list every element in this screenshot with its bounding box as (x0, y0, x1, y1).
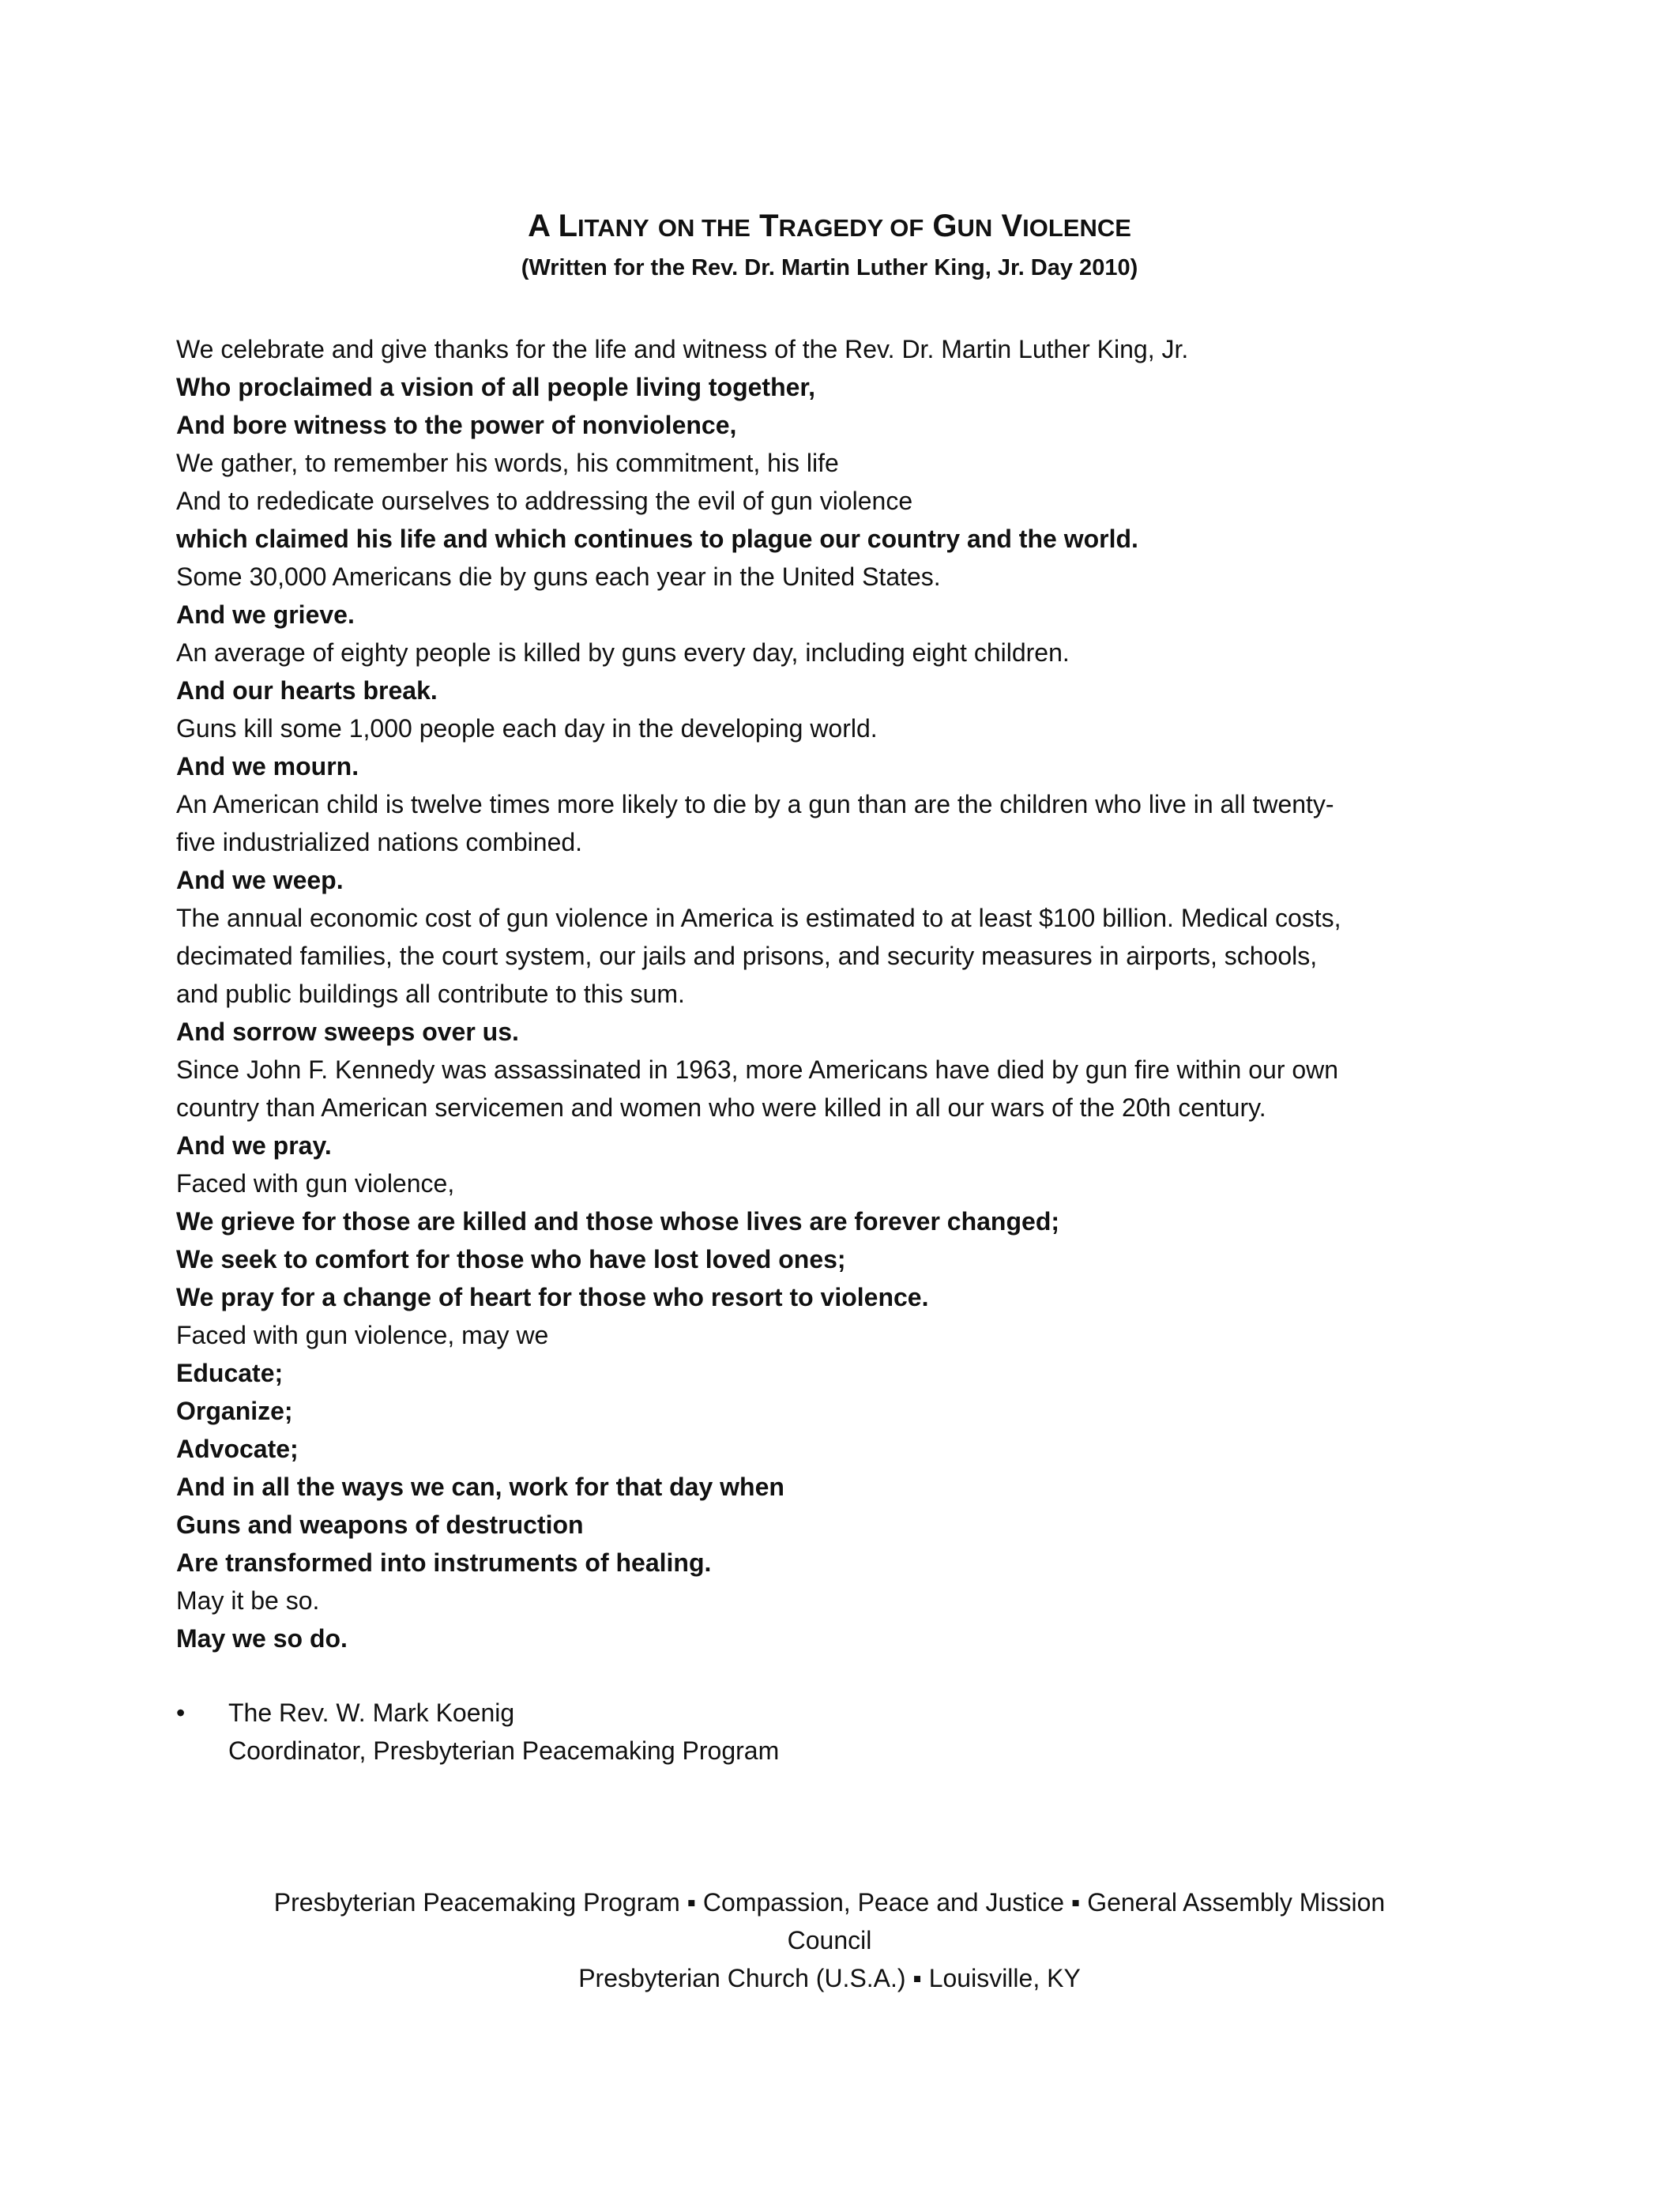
litany-line: We pray for a change of heart for those who resort to violence. (176, 1283, 929, 1311)
litany-line: Guns kill some 1,000 people each day in the developing world. (176, 714, 878, 743)
litany-line: May it be so. (176, 1586, 320, 1615)
title-word: RAGEDY OF (778, 214, 924, 242)
signature-list-item (176, 1694, 1282, 1770)
footer-line: Presbyterian Peacemaking Program ▪ Compassion, Peace and Justice ▪ General Assembly Mission (273, 1888, 1386, 1917)
litany-line: We celebrate and give thanks for the life and witness of the Rev. Dr. Martin Luther King, Jr. (176, 335, 1189, 363)
signature-block (176, 1694, 1282, 1770)
litany-line: Guns and weapons of destruction (176, 1510, 584, 1539)
title-word: ITANY (577, 214, 649, 242)
litany-line: Some 30,000 Americans die by guns each year in the United States. (176, 562, 941, 591)
document-title (0, 204, 1659, 250)
litany-line: And we grieve. (176, 600, 355, 629)
litany-line: An average of eighty people is killed by guns every day, including eight children. (176, 638, 1070, 667)
litany-line: decimated families, the court system, our jails and prisons, and security measures in airports, schools, (176, 942, 1318, 970)
litany-line: May we so do. (176, 1624, 348, 1653)
litany-line: Faced with gun violence, may we (176, 1321, 549, 1349)
litany-line: Faced with gun violence, (176, 1169, 455, 1198)
title-word: UN (957, 214, 993, 242)
litany-line: Organize; (176, 1397, 293, 1425)
signature-role: Coordinator, Presbyterian Peacemaking Program (228, 1736, 780, 1765)
litany-line: which claimed his life and which continues to plague our country and the world. (176, 525, 1138, 553)
litany-line: An American child is twelve times more likely to die by a gun than are the children who live in all twenty- (176, 790, 1334, 818)
title-block (0, 204, 1659, 285)
title-word: T (759, 209, 779, 243)
litany-line: We gather, to remember his words, his commitment, his life (176, 449, 839, 477)
litany-line: And in all the ways we can, work for that day when (176, 1473, 784, 1501)
litany-line: And sorrow sweeps over us. (176, 1018, 519, 1046)
litany-line: five industrialized nations combined. (176, 828, 583, 856)
litany-line: And we weep. (176, 866, 344, 894)
document-subtitle: (Written for the Rev. Dr. Martin Luther King, Jr. Day 2010) (521, 255, 1138, 280)
signature-lines (228, 1694, 779, 1770)
litany-line: And bore witness to the power of nonviolence, (176, 411, 737, 439)
title-word: V (1001, 209, 1023, 243)
litany-line: country than American servicemen and women who were killed in all our wars of the 20th century. (176, 1093, 1266, 1122)
title-word: L (558, 209, 578, 243)
signature-name: The Rev. W. Mark Koenig (228, 1698, 515, 1727)
litany-body (176, 330, 1503, 1657)
title-word: ON THE (657, 214, 750, 242)
litany-line: Advocate; (176, 1435, 299, 1463)
page-footer (198, 1883, 1462, 1997)
litany-line: And to rededicate ourselves to addressing the evil of gun violence (176, 487, 913, 515)
litany-line: and public buildings all contribute to this sum. (176, 980, 685, 1008)
litany-line: Educate; (176, 1359, 284, 1387)
litany-line: Who proclaimed a vision of all people living together, (176, 373, 815, 401)
litany-line: We seek to comfort for those who have lost loved ones; (176, 1245, 846, 1273)
bullet-icon: • (176, 1698, 186, 1727)
footer-line: Presbyterian Church (U.S.A.) ▪ Louisville, KY (578, 1964, 1081, 1992)
litany-line: And we mourn. (176, 752, 359, 781)
litany-line: And our hearts break. (176, 676, 438, 705)
litany-line: Since John F. Kennedy was assassinated in 1963, more Americans have died by gun fire within our own (176, 1055, 1339, 1084)
title-word: IOLENCE (1022, 214, 1131, 242)
litany-line: And we pray. (176, 1131, 332, 1160)
title-word: A (528, 209, 550, 243)
title-word: G (932, 209, 957, 243)
litany-line: The annual economic cost of gun violence in America is estimated to at least $100 billion. Medical costs, (176, 904, 1341, 932)
litany-line: Are transformed into instruments of healing. (176, 1548, 712, 1577)
litany-line: We grieve for those are killed and those whose lives are forever changed; (176, 1207, 1060, 1236)
footer-line: Council (787, 1926, 872, 1954)
